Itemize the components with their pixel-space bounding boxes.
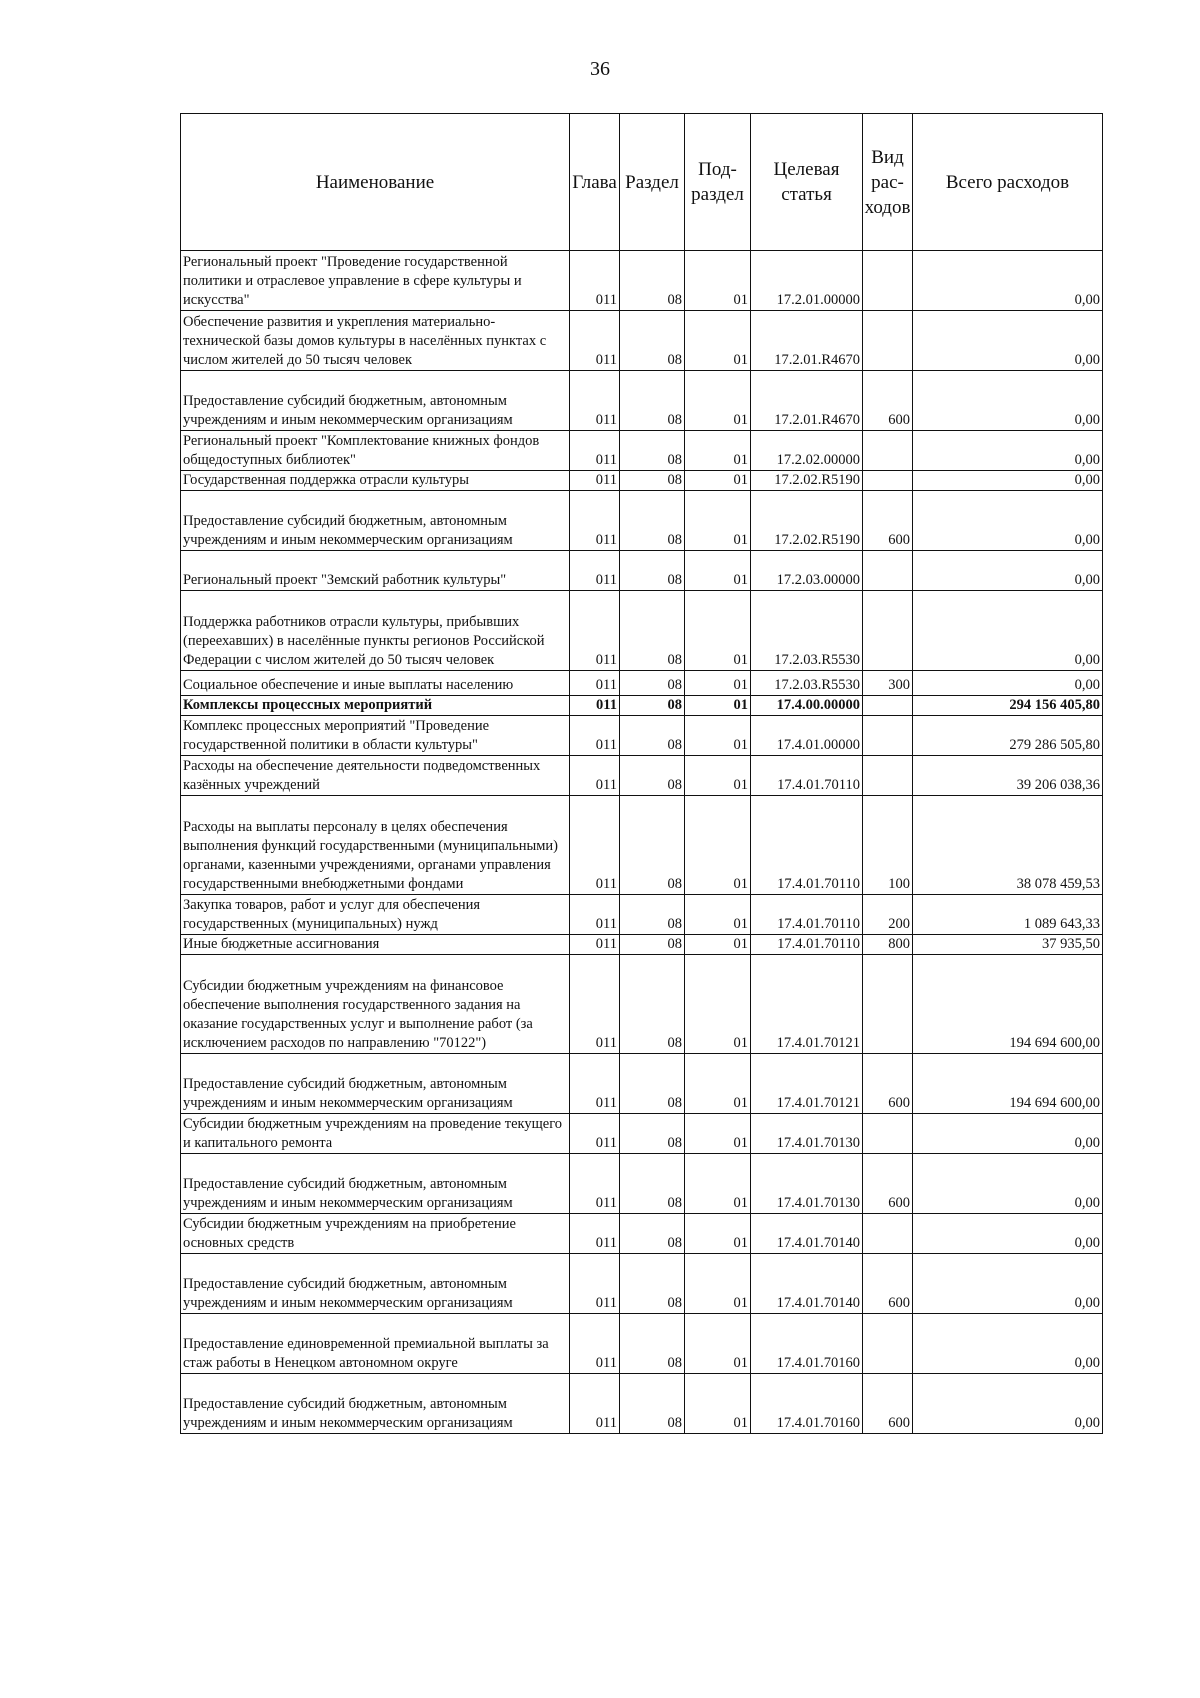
cell-name: Государственная поддержка отрасли культуры — [181, 471, 570, 491]
cell-total: 279 286 505,80 — [913, 716, 1103, 756]
cell-vid: 600 — [863, 1054, 913, 1114]
cell-glava: 011 — [570, 671, 620, 696]
cell-podrazdel: 01 — [685, 796, 751, 895]
cell-vid — [863, 591, 913, 671]
table-row — [181, 1154, 1103, 1214]
cell-razdel: 08 — [620, 251, 685, 311]
header-vid: Вид рас-ходов — [863, 114, 913, 251]
cell-razdel: 08 — [620, 1314, 685, 1374]
cell-name: Субсидии бюджетным учреждениям на приобретение основных средств — [181, 1214, 570, 1254]
cell-glava: 011 — [570, 1374, 620, 1434]
table-row — [181, 1374, 1103, 1434]
cell-name: Предоставление субсидий бюджетным, автономным учреждениям и иным некоммерческим организациям — [181, 491, 570, 551]
header-row — [181, 114, 1103, 251]
table-row — [181, 1254, 1103, 1314]
cell-total: 194 694 600,00 — [913, 1054, 1103, 1114]
cell-name: Комплексы процессных мероприятий — [181, 696, 570, 716]
cell-name: Расходы на выплаты персоналу в целях обеспечения выполнения функций государственными (муниципальными) органами, казенными учреждениями, органами управления государственными внебюджетными фондами — [181, 796, 570, 895]
cell-statya: 17.4.01.70160 — [751, 1314, 863, 1374]
table-row — [181, 935, 1103, 955]
cell-glava: 011 — [570, 756, 620, 796]
cell-vid: 300 — [863, 671, 913, 696]
cell-total: 37 935,50 — [913, 935, 1103, 955]
cell-total: 0,00 — [913, 591, 1103, 671]
cell-statya: 17.4.01.70160 — [751, 1374, 863, 1434]
cell-total: 0,00 — [913, 1374, 1103, 1434]
cell-glava: 011 — [570, 796, 620, 895]
table-row — [181, 371, 1103, 431]
cell-glava: 011 — [570, 1054, 620, 1114]
cell-name: Предоставление субсидий бюджетным, автономным учреждениям и иным некоммерческим организациям — [181, 1154, 570, 1214]
cell-vid — [863, 1214, 913, 1254]
table-row — [181, 591, 1103, 671]
cell-name: Региональный проект "Проведение государственной политики и отраслевое управление в сфере культуры и искусства" — [181, 251, 570, 311]
cell-razdel: 08 — [620, 696, 685, 716]
cell-vid — [863, 471, 913, 491]
cell-vid — [863, 431, 913, 471]
table-row — [181, 251, 1103, 311]
cell-total: 0,00 — [913, 471, 1103, 491]
cell-total: 0,00 — [913, 431, 1103, 471]
cell-vid — [863, 1314, 913, 1374]
cell-podrazdel: 01 — [685, 1154, 751, 1214]
cell-vid: 600 — [863, 371, 913, 431]
cell-statya: 17.4.01.00000 — [751, 716, 863, 756]
cell-name: Закупка товаров, работ и услуг для обеспечения государственных (муниципальных) нужд — [181, 895, 570, 935]
cell-vid — [863, 716, 913, 756]
cell-total: 0,00 — [913, 1154, 1103, 1214]
cell-name: Предоставление единовременной премиальной выплаты за стаж работы в Ненецком автономном округе — [181, 1314, 570, 1374]
cell-total: 0,00 — [913, 251, 1103, 311]
cell-glava: 011 — [570, 591, 620, 671]
cell-glava: 011 — [570, 551, 620, 591]
cell-name: Обеспечение развития и укрепления материально-технической базы домов культуры в населённых пунктах с числом жителей до 50 тысяч человек — [181, 311, 570, 371]
cell-statya: 17.2.01.R4670 — [751, 371, 863, 431]
cell-vid: 600 — [863, 1254, 913, 1314]
table-row — [181, 671, 1103, 696]
cell-total: 0,00 — [913, 1114, 1103, 1154]
cell-podrazdel: 01 — [685, 671, 751, 696]
table-row — [181, 756, 1103, 796]
cell-podrazdel: 01 — [685, 1114, 751, 1154]
cell-podrazdel: 01 — [685, 311, 751, 371]
cell-statya: 17.2.03.R5530 — [751, 591, 863, 671]
cell-total: 0,00 — [913, 371, 1103, 431]
cell-glava: 011 — [570, 1254, 620, 1314]
cell-total: 39 206 038,36 — [913, 756, 1103, 796]
cell-podrazdel: 01 — [685, 431, 751, 471]
cell-glava: 011 — [570, 1154, 620, 1214]
cell-total: 0,00 — [913, 1254, 1103, 1314]
cell-vid — [863, 756, 913, 796]
cell-vid — [863, 955, 913, 1054]
cell-podrazdel: 01 — [685, 1374, 751, 1434]
cell-podrazdel: 01 — [685, 591, 751, 671]
cell-vid — [863, 551, 913, 591]
cell-total: 294 156 405,80 — [913, 696, 1103, 716]
cell-glava: 011 — [570, 955, 620, 1054]
cell-podrazdel: 01 — [685, 471, 751, 491]
cell-statya: 17.2.02.R5190 — [751, 491, 863, 551]
cell-vid: 600 — [863, 1374, 913, 1434]
cell-glava: 011 — [570, 1114, 620, 1154]
header-statya: Целевая статья — [751, 114, 863, 251]
cell-total: 0,00 — [913, 491, 1103, 551]
table-row — [181, 431, 1103, 471]
cell-name: Комплекс процессных мероприятий "Проведение государственной политики в области культуры" — [181, 716, 570, 756]
table-row — [181, 1314, 1103, 1374]
cell-statya: 17.4.00.00000 — [751, 696, 863, 716]
cell-vid — [863, 311, 913, 371]
cell-statya: 17.4.01.70140 — [751, 1254, 863, 1314]
cell-podrazdel: 01 — [685, 251, 751, 311]
cell-podrazdel: 01 — [685, 756, 751, 796]
cell-statya: 17.4.01.70121 — [751, 1054, 863, 1114]
cell-statya: 17.4.01.70140 — [751, 1214, 863, 1254]
budget-table — [180, 113, 1103, 1434]
cell-name: Региональный проект "Земский работник культуры" — [181, 551, 570, 591]
cell-total: 1 089 643,33 — [913, 895, 1103, 935]
cell-vid: 100 — [863, 796, 913, 895]
cell-podrazdel: 01 — [685, 371, 751, 431]
cell-total: 0,00 — [913, 551, 1103, 591]
cell-statya: 17.2.02.00000 — [751, 431, 863, 471]
table-row — [181, 796, 1103, 895]
cell-name: Субсидии бюджетным учреждениям на проведение текущего и капитального ремонта — [181, 1114, 570, 1154]
cell-total: 38 078 459,53 — [913, 796, 1103, 895]
cell-razdel: 08 — [620, 431, 685, 471]
cell-name: Предоставление субсидий бюджетным, автономным учреждениям и иным некоммерческим организациям — [181, 1374, 570, 1434]
cell-name: Иные бюджетные ассигнования — [181, 935, 570, 955]
table-row — [181, 1054, 1103, 1114]
cell-razdel: 08 — [620, 471, 685, 491]
cell-razdel: 08 — [620, 955, 685, 1054]
cell-razdel: 08 — [620, 311, 685, 371]
cell-razdel: 08 — [620, 1214, 685, 1254]
table-row — [181, 716, 1103, 756]
page-number: 36 — [590, 58, 610, 80]
cell-glava: 011 — [570, 471, 620, 491]
cell-vid — [863, 251, 913, 311]
cell-vid — [863, 696, 913, 716]
cell-razdel: 08 — [620, 671, 685, 696]
cell-podrazdel: 01 — [685, 696, 751, 716]
cell-razdel: 08 — [620, 756, 685, 796]
cell-glava: 011 — [570, 311, 620, 371]
cell-glava: 011 — [570, 1314, 620, 1374]
cell-name: Расходы на обеспечение деятельности подведомственных казённых учреждений — [181, 756, 570, 796]
cell-statya: 17.4.01.70130 — [751, 1154, 863, 1214]
table-row — [181, 491, 1103, 551]
cell-statya: 17.2.03.R5530 — [751, 671, 863, 696]
table-row — [181, 551, 1103, 591]
table-row — [181, 696, 1103, 716]
cell-statya: 17.4.01.70110 — [751, 935, 863, 955]
cell-podrazdel: 01 — [685, 1054, 751, 1114]
cell-podrazdel: 01 — [685, 935, 751, 955]
cell-podrazdel: 01 — [685, 716, 751, 756]
cell-name: Региональный проект "Комплектование книжных фондов общедоступных библиотек" — [181, 431, 570, 471]
cell-podrazdel: 01 — [685, 551, 751, 591]
cell-total: 0,00 — [913, 311, 1103, 371]
table-row — [181, 955, 1103, 1054]
cell-total: 194 694 600,00 — [913, 955, 1103, 1054]
table-row — [181, 471, 1103, 491]
cell-podrazdel: 01 — [685, 1254, 751, 1314]
cell-podrazdel: 01 — [685, 895, 751, 935]
cell-statya: 17.4.01.70110 — [751, 895, 863, 935]
cell-name: Социальное обеспечение и иные выплаты населению — [181, 671, 570, 696]
cell-statya: 17.2.03.00000 — [751, 551, 863, 591]
cell-vid — [863, 1114, 913, 1154]
cell-statya: 17.4.01.70130 — [751, 1114, 863, 1154]
cell-glava: 011 — [570, 371, 620, 431]
cell-name: Субсидии бюджетным учреждениям на финансовое обеспечение выполнения государственного задания на оказание государственных услуг и выполнение работ (за исключением расходов по направлению "70122") — [181, 955, 570, 1054]
cell-glava: 011 — [570, 491, 620, 551]
cell-razdel: 08 — [620, 895, 685, 935]
cell-name: Поддержка работников отрасли культуры, прибывших (переехавших) в населённые пункты регионов Российской Федерации с числом жителей до 50 тысяч человек — [181, 591, 570, 671]
cell-name: Предоставление субсидий бюджетным, автономным учреждениям и иным некоммерческим организациям — [181, 1054, 570, 1114]
header-total: Всего расходов — [913, 114, 1103, 251]
table-body — [181, 251, 1103, 1434]
cell-razdel: 08 — [620, 491, 685, 551]
cell-razdel: 08 — [620, 591, 685, 671]
cell-vid: 200 — [863, 895, 913, 935]
cell-total: 0,00 — [913, 671, 1103, 696]
header-name: Наименование — [181, 114, 570, 251]
header-podrazdel: Под-раздел — [685, 114, 751, 251]
cell-total: 0,00 — [913, 1214, 1103, 1254]
cell-statya: 17.2.01.R4670 — [751, 311, 863, 371]
table-row — [181, 1114, 1103, 1154]
cell-statya: 17.2.02.R5190 — [751, 471, 863, 491]
cell-razdel: 08 — [620, 1114, 685, 1154]
cell-statya: 17.4.01.70110 — [751, 756, 863, 796]
cell-razdel: 08 — [620, 935, 685, 955]
cell-glava: 011 — [570, 716, 620, 756]
cell-razdel: 08 — [620, 716, 685, 756]
cell-statya: 17.4.01.70121 — [751, 955, 863, 1054]
cell-podrazdel: 01 — [685, 955, 751, 1054]
cell-podrazdel: 01 — [685, 491, 751, 551]
table-row — [181, 311, 1103, 371]
cell-name: Предоставление субсидий бюджетным, автономным учреждениям и иным некоммерческим организациям — [181, 371, 570, 431]
cell-glava: 011 — [570, 895, 620, 935]
cell-glava: 011 — [570, 696, 620, 716]
cell-podrazdel: 01 — [685, 1214, 751, 1254]
cell-razdel: 08 — [620, 551, 685, 591]
header-glava: Глава — [570, 114, 620, 251]
cell-total: 0,00 — [913, 1314, 1103, 1374]
cell-glava: 011 — [570, 251, 620, 311]
cell-name: Предоставление субсидий бюджетным, автономным учреждениям и иным некоммерческим организациям — [181, 1254, 570, 1314]
cell-razdel: 08 — [620, 1374, 685, 1434]
header-razdel: Раздел — [620, 114, 685, 251]
cell-razdel: 08 — [620, 1154, 685, 1214]
table-row — [181, 895, 1103, 935]
cell-vid: 800 — [863, 935, 913, 955]
cell-glava: 011 — [570, 1214, 620, 1254]
cell-glava: 011 — [570, 935, 620, 955]
cell-razdel: 08 — [620, 371, 685, 431]
cell-statya: 17.2.01.00000 — [751, 251, 863, 311]
cell-razdel: 08 — [620, 1054, 685, 1114]
cell-podrazdel: 01 — [685, 1314, 751, 1374]
cell-vid: 600 — [863, 1154, 913, 1214]
cell-vid: 600 — [863, 491, 913, 551]
cell-razdel: 08 — [620, 1254, 685, 1314]
cell-statya: 17.4.01.70110 — [751, 796, 863, 895]
cell-razdel: 08 — [620, 796, 685, 895]
cell-glava: 011 — [570, 431, 620, 471]
table-row — [181, 1214, 1103, 1254]
